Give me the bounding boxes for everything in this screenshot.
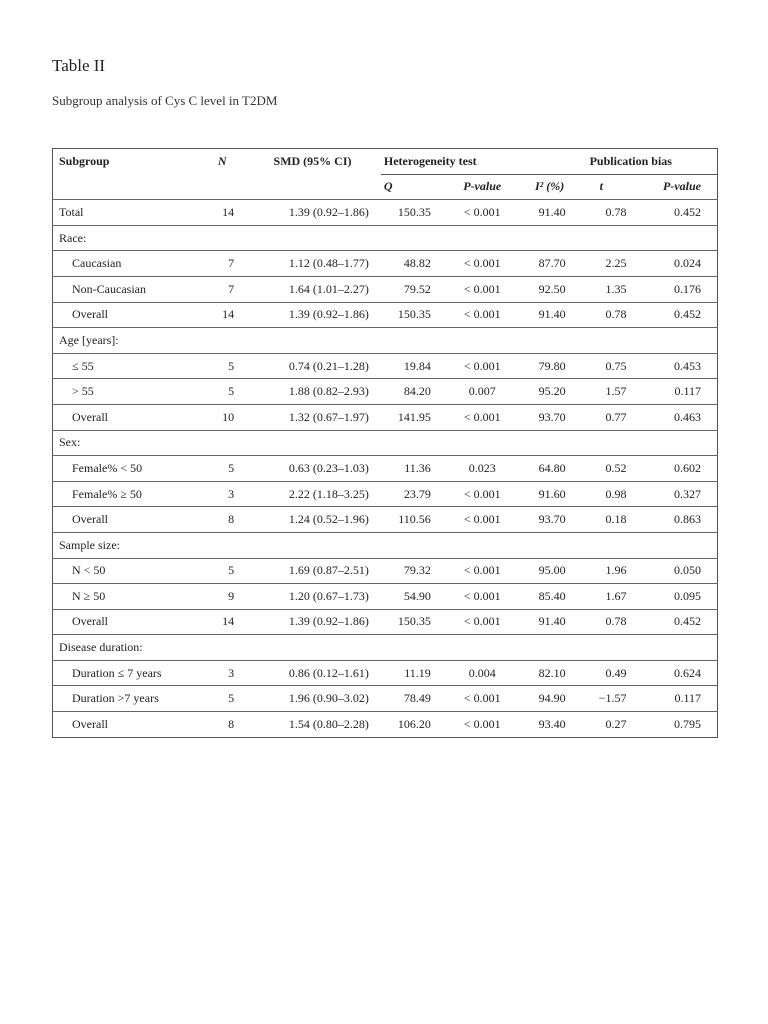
header-row-2 (53, 174, 718, 200)
cell-q: 11.36 (381, 456, 445, 482)
cell-n: 5 (200, 558, 244, 584)
cell-p2: 0.327 (645, 481, 718, 507)
table-row (53, 686, 718, 712)
cell-i2: 91.60 (520, 481, 580, 507)
cell-p2: 0.452 (645, 302, 718, 328)
cell-t: 0.49 (580, 660, 645, 686)
cell-smd: 1.88 (0.82–2.93) (244, 379, 381, 405)
row-label: Overall (53, 609, 201, 635)
cell-smd: 0.74 (0.21–1.28) (244, 353, 381, 379)
row-label: N < 50 (53, 558, 201, 584)
cell-smd: 2.22 (1.18–3.25) (244, 481, 381, 507)
table-row (53, 404, 718, 430)
cell-n: 8 (200, 507, 244, 533)
cell-i2: 95.20 (520, 379, 580, 405)
header-publication-bias: Publication bias (580, 149, 718, 175)
row-label: Total (53, 200, 201, 226)
header-smd: SMD (95% CI) (273, 154, 352, 169)
cell-q: 48.82 (381, 251, 445, 277)
cell-n: 14 (200, 302, 244, 328)
cell-p: < 0.001 (445, 481, 520, 507)
cell-t: 1.67 (580, 584, 645, 610)
cell-smd: 1.12 (0.48–1.77) (244, 251, 381, 277)
cell-p: 0.004 (445, 660, 520, 686)
header-subgroup: Subgroup (59, 154, 110, 169)
row-label: Overall (53, 302, 201, 328)
cell-p2: 0.050 (645, 558, 718, 584)
cell-t: 0.77 (580, 404, 645, 430)
cell-n: 9 (200, 584, 244, 610)
row-label: N ≥ 50 (53, 584, 201, 610)
row-label: Caucasian (53, 251, 201, 277)
cell-p2: 0.024 (645, 251, 718, 277)
cell-p2: 0.452 (645, 609, 718, 635)
cell-i2: 91.40 (520, 609, 580, 635)
cell-t: 0.18 (580, 507, 645, 533)
cell-i2: 93.70 (520, 507, 580, 533)
cell-t: 1.96 (580, 558, 645, 584)
cell-smd: 0.63 (0.23–1.03) (244, 456, 381, 482)
row-label: > 55 (53, 379, 201, 405)
table-caption: Subgroup analysis of Cys C level in T2DM (52, 93, 278, 108)
header-p-pub: P-value (663, 179, 701, 194)
header-row-1 (53, 149, 718, 175)
cell-n: 7 (200, 251, 244, 277)
group-header-row (53, 328, 718, 354)
cell-i2: 79.80 (520, 353, 580, 379)
cell-n: 5 (200, 456, 244, 482)
subgroup-table (52, 148, 718, 738)
cell-p2: 0.117 (645, 379, 718, 405)
cell-p2: 0.602 (645, 456, 718, 482)
cell-q: 141.95 (381, 404, 445, 430)
cell-smd: 1.24 (0.52–1.96) (244, 507, 381, 533)
cell-t: −1.57 (580, 686, 645, 712)
cell-q: 106.20 (381, 712, 445, 738)
cell-t: 1.57 (580, 379, 645, 405)
cell-p: < 0.001 (445, 251, 520, 277)
header-t: t (599, 179, 603, 194)
header-heterogeneity: Heterogeneity test (381, 149, 580, 175)
group-header-row (53, 225, 718, 251)
cell-t: 0.98 (580, 481, 645, 507)
table-row (53, 302, 718, 328)
row-label: Overall (53, 712, 201, 738)
row-label: Duration >7 years (53, 686, 201, 712)
cell-i2: 93.40 (520, 712, 580, 738)
table-row (53, 379, 718, 405)
cell-q: 54.90 (381, 584, 445, 610)
group-header-row (53, 430, 718, 456)
cell-p: < 0.001 (445, 200, 520, 226)
cell-p2: 0.117 (645, 686, 718, 712)
cell-smd: 1.54 (0.80–2.28) (244, 712, 381, 738)
cell-t: 2.25 (580, 251, 645, 277)
cell-p2: 0.463 (645, 404, 718, 430)
table-row (53, 353, 718, 379)
cell-smd: 1.39 (0.92–1.86) (244, 302, 381, 328)
cell-i2: 85.40 (520, 584, 580, 610)
group-label: Sample size: (53, 532, 718, 558)
row-label: Female% < 50 (53, 456, 201, 482)
group-label: Sex: (53, 430, 718, 456)
cell-i2: 91.40 (520, 302, 580, 328)
table-row (53, 584, 718, 610)
cell-smd: 1.69 (0.87–2.51) (244, 558, 381, 584)
cell-p2: 0.176 (645, 276, 718, 302)
cell-q: 79.52 (381, 276, 445, 302)
cell-p: 0.023 (445, 456, 520, 482)
cell-i2: 91.40 (520, 200, 580, 226)
cell-q: 150.35 (381, 609, 445, 635)
cell-smd: 0.86 (0.12–1.61) (244, 660, 381, 686)
cell-q: 23.79 (381, 481, 445, 507)
table-row (53, 712, 718, 738)
cell-smd: 1.20 (0.67–1.73) (244, 584, 381, 610)
cell-q: 150.35 (381, 302, 445, 328)
cell-p: < 0.001 (445, 609, 520, 635)
cell-t: 0.75 (580, 353, 645, 379)
row-label: Female% ≥ 50 (53, 481, 201, 507)
cell-t: 0.78 (580, 609, 645, 635)
cell-n: 5 (200, 353, 244, 379)
table-row (53, 251, 718, 277)
cell-q: 110.56 (381, 507, 445, 533)
cell-smd: 1.96 (0.90–3.02) (244, 686, 381, 712)
cell-q: 79.32 (381, 558, 445, 584)
cell-i2: 64.80 (520, 456, 580, 482)
cell-p2: 0.863 (645, 507, 718, 533)
table-row (53, 200, 718, 226)
cell-p: < 0.001 (445, 302, 520, 328)
cell-p: < 0.001 (445, 686, 520, 712)
row-label: Duration ≤ 7 years (53, 660, 201, 686)
cell-n: 10 (200, 404, 244, 430)
cell-n: 7 (200, 276, 244, 302)
cell-n: 8 (200, 712, 244, 738)
header-q: Q (383, 179, 393, 194)
row-label: Overall (53, 404, 201, 430)
cell-q: 78.49 (381, 686, 445, 712)
cell-p2: 0.624 (645, 660, 718, 686)
group-header-row (53, 532, 718, 558)
table-row (53, 276, 718, 302)
cell-i2: 94.90 (520, 686, 580, 712)
cell-t: 1.35 (580, 276, 645, 302)
cell-smd: 1.64 (1.01–2.27) (244, 276, 381, 302)
cell-t: 0.78 (580, 302, 645, 328)
cell-p: < 0.001 (445, 558, 520, 584)
cell-i2: 93.70 (520, 404, 580, 430)
cell-n: 3 (200, 660, 244, 686)
cell-p: < 0.001 (445, 404, 520, 430)
cell-p: < 0.001 (445, 712, 520, 738)
table-row (53, 660, 718, 686)
cell-q: 19.84 (381, 353, 445, 379)
group-header-row (53, 635, 718, 661)
table-row (53, 609, 718, 635)
group-label: Disease duration: (53, 635, 718, 661)
cell-i2: 95.00 (520, 558, 580, 584)
cell-smd: 1.39 (0.92–1.86) (244, 200, 381, 226)
table-title: Table II (52, 56, 106, 75)
cell-p2: 0.795 (645, 712, 718, 738)
header-i2: I² (%) (534, 179, 565, 194)
cell-p2: 0.095 (645, 584, 718, 610)
cell-n: 14 (200, 200, 244, 226)
table-row (53, 481, 718, 507)
cell-p: < 0.001 (445, 507, 520, 533)
cell-p: < 0.001 (445, 353, 520, 379)
cell-t: 0.27 (580, 712, 645, 738)
cell-n: 14 (200, 609, 244, 635)
header-p-het: P-value (463, 179, 502, 194)
cell-smd: 1.32 (0.67–1.97) (244, 404, 381, 430)
cell-t: 0.52 (580, 456, 645, 482)
cell-n: 3 (200, 481, 244, 507)
cell-p: < 0.001 (445, 276, 520, 302)
cell-n: 5 (200, 379, 244, 405)
cell-p2: 0.453 (645, 353, 718, 379)
header-n: N (217, 154, 227, 169)
cell-t: 0.78 (580, 200, 645, 226)
cell-n: 5 (200, 686, 244, 712)
cell-q: 84.20 (381, 379, 445, 405)
table-row (53, 456, 718, 482)
table-row (53, 507, 718, 533)
cell-p: 0.007 (445, 379, 520, 405)
cell-p: < 0.001 (445, 584, 520, 610)
cell-q: 150.35 (381, 200, 445, 226)
cell-smd: 1.39 (0.92–1.86) (244, 609, 381, 635)
cell-p2: 0.452 (645, 200, 718, 226)
cell-i2: 92.50 (520, 276, 580, 302)
row-label: Overall (53, 507, 201, 533)
cell-i2: 82.10 (520, 660, 580, 686)
group-label: Race: (53, 225, 718, 251)
cell-q: 11.19 (381, 660, 445, 686)
row-label: ≤ 55 (53, 353, 201, 379)
row-label: Non-Caucasian (53, 276, 201, 302)
table-row (53, 558, 718, 584)
group-label: Age [years]: (53, 328, 718, 354)
cell-i2: 87.70 (520, 251, 580, 277)
